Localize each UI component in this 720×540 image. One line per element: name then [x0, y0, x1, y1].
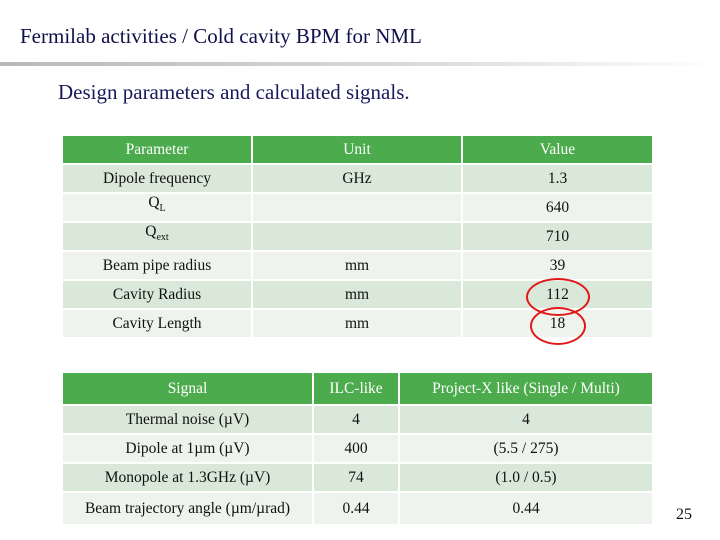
table-row	[63, 281, 652, 308]
table-row	[63, 310, 652, 337]
param-unit: mm	[253, 252, 461, 279]
param-value: 640	[463, 194, 652, 221]
signal-name: Thermal noise (µV)	[63, 406, 312, 433]
table-row	[63, 194, 652, 221]
signal-name: Monopole at 1.3GHz (µV)	[63, 464, 312, 491]
signal-ilc-value: 74	[314, 464, 398, 491]
param-symbol: Q	[148, 193, 160, 211]
param-unit	[253, 223, 461, 250]
table-header-row	[63, 136, 652, 163]
param-value: 18	[463, 310, 652, 337]
param-name: Cavity Length	[63, 310, 251, 337]
table-row	[63, 464, 652, 491]
slide-title: Fermilab activities / Cold cavity BPM for NML	[20, 24, 422, 48]
param-value: 39	[463, 252, 652, 279]
table-row	[63, 435, 652, 462]
param-name: Beam pipe radius	[63, 252, 251, 279]
param-value: 1.3	[463, 165, 652, 192]
design-parameters-table	[61, 134, 654, 339]
signal-projx-value: 4	[400, 406, 652, 433]
header-value: Value	[463, 136, 652, 163]
table-row	[63, 406, 652, 433]
param-symbol: Q	[145, 222, 157, 240]
header-ilc-like: ILC-like	[314, 373, 398, 404]
signal-projx-value: (5.5 / 275)	[400, 435, 652, 462]
table-row	[63, 252, 652, 279]
header-parameter: Parameter	[63, 136, 251, 163]
param-unit: GHz	[253, 165, 461, 192]
table-row	[63, 493, 652, 524]
param-unit	[253, 194, 461, 221]
header-signal: Signal	[63, 373, 312, 404]
table-header-row	[63, 373, 652, 404]
signal-name: Dipole at 1µm (µV)	[63, 435, 312, 462]
header-unit: Unit	[253, 136, 461, 163]
calculated-signals-table	[61, 371, 654, 526]
param-name	[63, 223, 251, 250]
slide-subtitle: Design parameters and calculated signals.	[58, 80, 410, 104]
param-unit: mm	[253, 281, 461, 308]
param-subscript: L	[159, 202, 166, 214]
page-number: 25	[676, 506, 692, 523]
param-name: Cavity Radius	[63, 281, 251, 308]
table-row	[63, 165, 652, 192]
param-name	[63, 194, 251, 221]
param-subscript: ext	[156, 231, 169, 243]
signal-projx-value: (1.0 / 0.5)	[400, 464, 652, 491]
signal-ilc-value: 4	[314, 406, 398, 433]
table-row	[63, 223, 652, 250]
param-value: 112	[463, 281, 652, 308]
signal-ilc-value: 400	[314, 435, 398, 462]
param-value: 710	[463, 223, 652, 250]
signal-projx-value: 0.44	[400, 493, 652, 524]
param-unit: mm	[253, 310, 461, 337]
header-project-x-like: Project-X like (Single / Multi)	[400, 373, 652, 404]
signal-ilc-value: 0.44	[314, 493, 398, 524]
param-name: Dipole frequency	[63, 165, 251, 192]
signal-name: Beam trajectory angle (µm/µrad)	[63, 493, 312, 524]
title-divider	[0, 62, 720, 66]
